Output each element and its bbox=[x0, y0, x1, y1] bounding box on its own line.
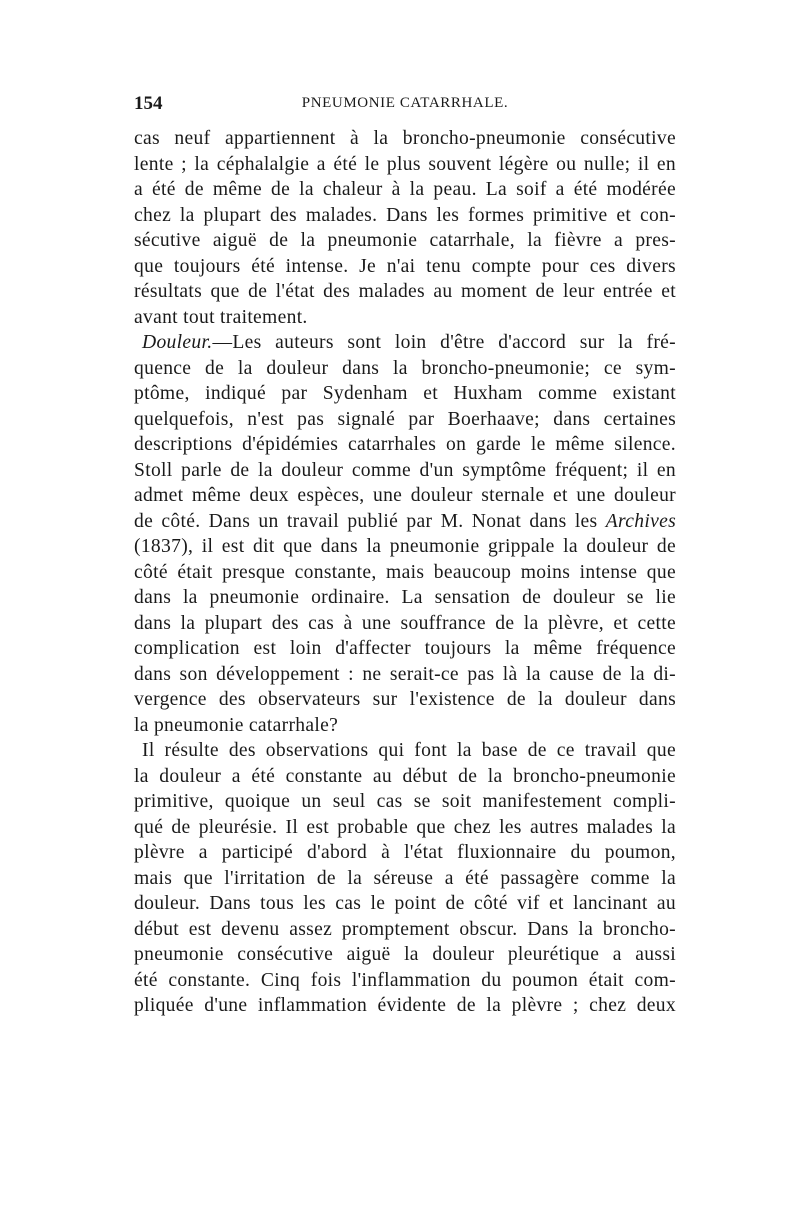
line-text: (1837), il est dit que dans la pneumonie grippale la douleur de bbox=[134, 536, 676, 557]
text-line bbox=[134, 917, 676, 943]
text-line bbox=[134, 458, 676, 484]
text-line bbox=[134, 254, 676, 280]
text-line bbox=[134, 432, 676, 458]
text-line bbox=[134, 891, 676, 917]
text-line bbox=[134, 764, 676, 790]
line-text: quelquefois, n'est pas signalé par Boerhaave; dans certaines bbox=[134, 408, 676, 430]
line-text: sécutive aiguë de la pneumonie catarrhale, la fièvre a pres- bbox=[134, 230, 676, 251]
text-line bbox=[134, 636, 676, 662]
text-line bbox=[134, 407, 676, 433]
line-text: quence de la douleur dans la broncho-pneumonie; ce sym- bbox=[134, 357, 676, 379]
line-text: complication est loin d'affecter toujours la même fréquence bbox=[134, 638, 676, 659]
text-line bbox=[134, 483, 676, 509]
text-line bbox=[134, 968, 676, 994]
text-line bbox=[134, 534, 676, 560]
line-text: la pneumonie catarrhale? bbox=[134, 714, 339, 736]
body-text bbox=[134, 126, 676, 1019]
line-text: chez la plupart des malades. Dans les formes primitive et con- bbox=[134, 204, 676, 226]
text-line bbox=[134, 866, 676, 892]
italic-heading: Douleur. bbox=[142, 332, 213, 353]
line-text: douleur. Dans tous les cas le point de côté vif et lancinant au bbox=[134, 893, 676, 914]
line-text: mais que l'irritation de la séreuse a été passagère comme la bbox=[134, 867, 676, 889]
text-line bbox=[134, 687, 676, 713]
line-text: qué de pleurésie. Il est probable que chez les autres malades la bbox=[134, 816, 676, 838]
text-line bbox=[134, 993, 676, 1019]
line-text: lente ; la céphalalgie a été le plus souvent légère ou nulle; il en bbox=[134, 153, 676, 175]
text-line bbox=[134, 560, 676, 586]
line-text: descriptions d'épidémies catarrhales on garde le même silence. bbox=[134, 434, 676, 455]
line-text: résultats que de l'état des malades au moment de leur entrée et bbox=[134, 281, 676, 302]
line-text: avant tout traitement. bbox=[134, 306, 308, 328]
line-text: été constante. Cinq fois l'inflammation du poumon était com- bbox=[134, 969, 676, 991]
page-number: 154 bbox=[134, 93, 163, 114]
text-line bbox=[134, 713, 676, 739]
line-text: pneumonie consécutive aiguë la douleur pleurétique a aussi bbox=[134, 944, 676, 965]
text-line bbox=[134, 228, 676, 254]
text-line bbox=[134, 381, 676, 407]
line-text: a été de même de la chaleur à la peau. La soif a été modérée bbox=[134, 179, 676, 200]
text-line bbox=[134, 126, 676, 152]
line-text: ptôme, indiqué par Sydenham et Huxham comme existant bbox=[134, 383, 676, 404]
line-text: Il résulte des observations qui font la base de ce travail que bbox=[142, 740, 676, 761]
line-text: côté était presque constante, mais beaucoup moins intense que bbox=[134, 561, 676, 583]
text-line bbox=[134, 279, 676, 305]
text-line bbox=[134, 203, 676, 229]
text-line bbox=[134, 840, 676, 866]
line-text: la douleur a été constante au début de la broncho-pneumonie bbox=[134, 765, 676, 787]
text-line bbox=[134, 738, 676, 764]
text-line bbox=[134, 152, 676, 178]
line-text: de côté. Dans un travail publié par M. Nonat dans les bbox=[134, 510, 598, 532]
line-text: admet même deux espèces, une douleur sternale et une douleur bbox=[134, 485, 676, 506]
italic-title: Archives bbox=[605, 510, 676, 532]
text-line bbox=[134, 815, 676, 841]
line-text: dans son développement : ne serait-ce pas là la cause de la di- bbox=[134, 663, 676, 685]
text-line bbox=[134, 662, 676, 688]
line-text: vergence des observateurs sur l'existence de la douleur dans bbox=[134, 689, 676, 710]
line-text: Stoll parle de la douleur comme d'un symptôme fréquent; il en bbox=[134, 459, 676, 481]
line-text: —Les auteurs sont loin d'être d'accord sur la fré- bbox=[212, 332, 676, 353]
text-line bbox=[134, 330, 676, 356]
text-line bbox=[134, 585, 676, 611]
text-line bbox=[134, 611, 676, 637]
running-head: PNEUMONIE CATARRHALE. bbox=[301, 95, 509, 111]
text-line bbox=[134, 789, 676, 815]
text-line bbox=[134, 177, 676, 203]
text-line bbox=[134, 942, 676, 968]
page-header bbox=[134, 93, 676, 117]
line-text: pliquée d'une inflammation évidente de la plèvre ; chez deux bbox=[134, 995, 676, 1016]
text-line bbox=[134, 356, 676, 382]
line-text: primitive, quoique un seul cas se soit manifestement compli- bbox=[134, 791, 676, 812]
line-text: plèvre a participé d'abord à l'état fluxionnaire du poumon, bbox=[134, 842, 676, 863]
text-line bbox=[134, 305, 676, 331]
line-text: dans la plupart des cas à une souffrance de la plèvre, et cette bbox=[134, 612, 676, 634]
line-text: début est devenu assez promptement obscur. Dans la broncho- bbox=[134, 918, 676, 940]
text-line bbox=[134, 509, 676, 535]
line-text: dans la pneumonie ordinaire. La sensation de douleur se lie bbox=[134, 587, 676, 608]
line-text: cas neuf appartiennent à la broncho-pneumonie consécutive bbox=[134, 128, 676, 149]
line-text: que toujours été intense. Je n'ai tenu compte pour ces divers bbox=[134, 255, 676, 277]
